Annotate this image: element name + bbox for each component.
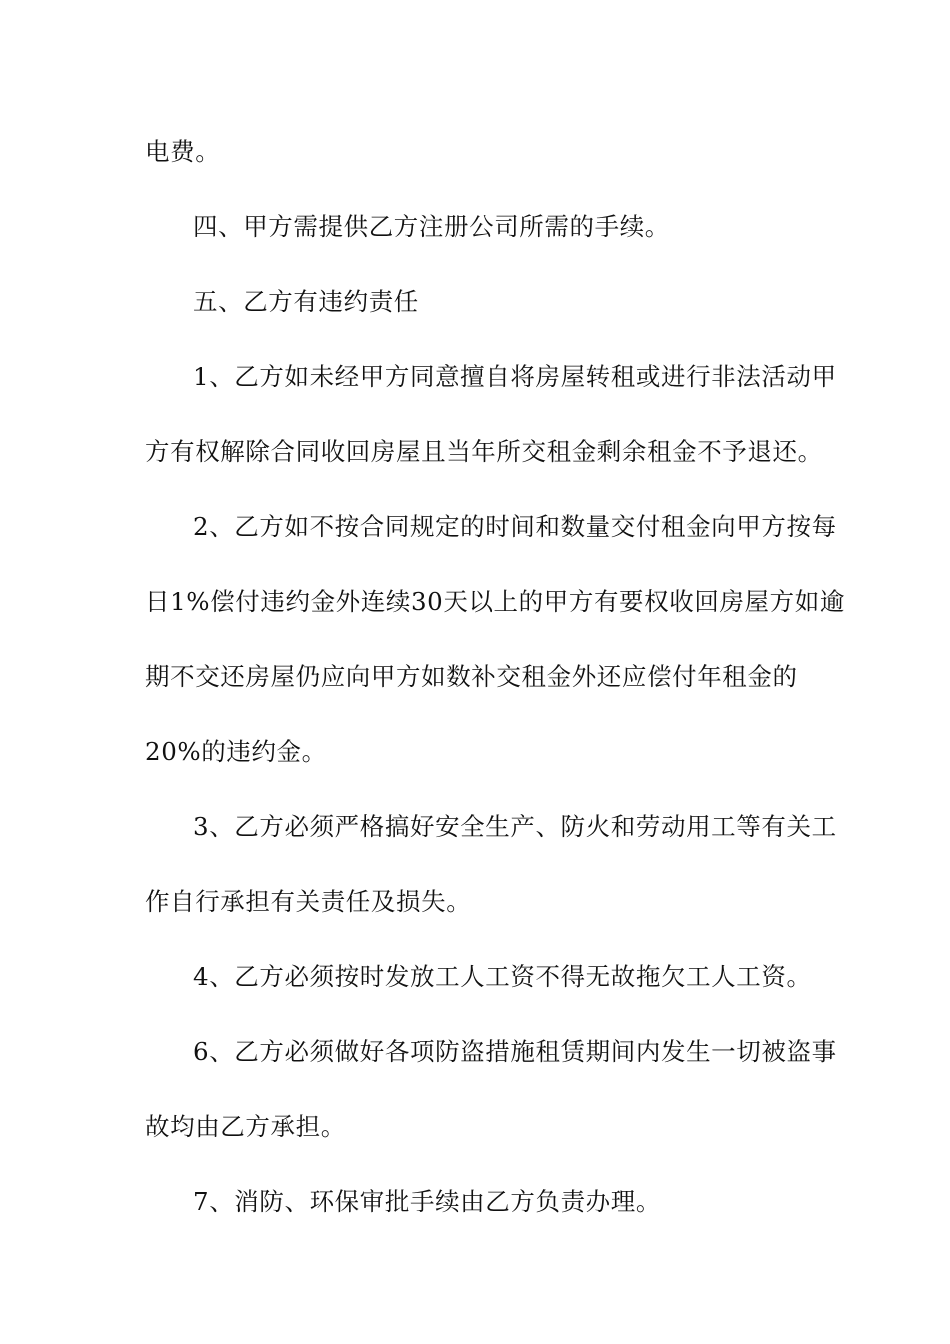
clause-2-line: 20%的违约金。 (145, 737, 327, 766)
clause-2-line: 日1%偿付违约金外连续30天以上的甲方有要权收回房屋方如逾 (145, 587, 845, 616)
clause-1-line: 方有权解除合同收回房屋且当年所交租金剩余租金不予退还。 (145, 437, 823, 466)
clause-4-line: 4、乙方必须按时发放工人工资不得无故拖欠工人工资。 (193, 962, 812, 991)
clause-3-line: 3、乙方必须严格搞好安全生产、防火和劳动用工等有关工 (193, 812, 837, 841)
clause-7-line: 7、消防、环保审批手续由乙方负责办理。 (193, 1187, 661, 1216)
clause-3-line: 作自行承担有关责任及损失。 (145, 887, 472, 916)
section-heading: 四、甲方需提供乙方注册公司所需的手续。 (193, 212, 670, 241)
clause-2-line: 期不交还房屋仍应向甲方如数补交租金外还应偿付年租金的 (145, 662, 798, 691)
clause-6-line: 故均由乙方承担。 (145, 1112, 346, 1141)
section-heading: 五、乙方有违约责任 (193, 287, 419, 316)
clause-2-line: 2、乙方如不按合同规定的时间和数量交付租金向甲方按每 (193, 512, 837, 541)
text-line: 电费。 (145, 137, 221, 166)
clause-6-line: 6、乙方必须做好各项防盗措施租赁期间内发生一切被盗事 (193, 1037, 837, 1066)
clause-1-line: 1、乙方如未经甲方同意擅自将房屋转租或进行非法活动甲 (193, 362, 837, 391)
